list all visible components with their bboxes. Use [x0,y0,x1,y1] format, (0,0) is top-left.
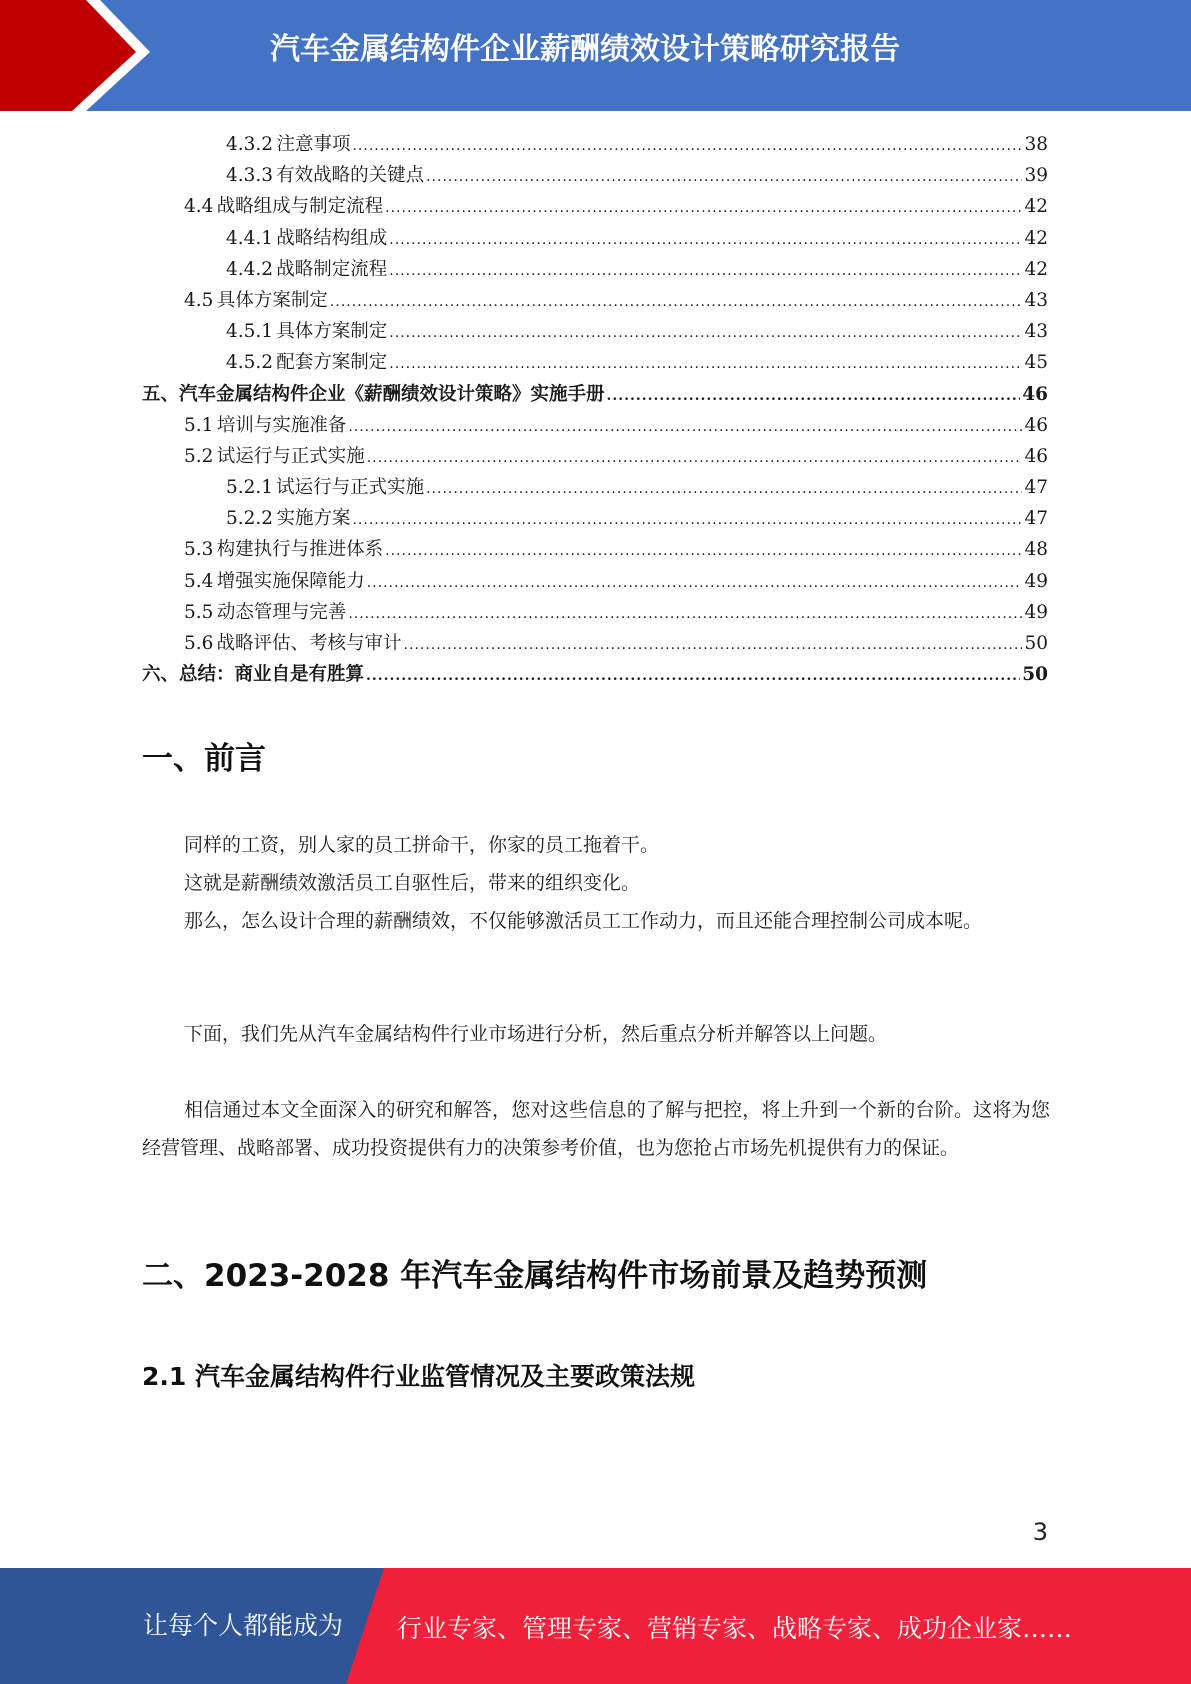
toc-entry[interactable] [142,472,1048,503]
toc-entry[interactable] [142,410,1048,441]
toc-entry[interactable] [142,129,1048,160]
toc-entry-number: 4.5.2 [226,352,274,374]
table-of-contents [142,129,1048,690]
toc-entry-label: 战略组成与制定流程 [216,196,384,218]
toc-entry-page: 38 [1024,134,1048,155]
toc-entry-number: 4.3.2 [226,134,274,155]
toc-dot-leader [389,256,1022,287]
page-number: 3 [1032,1518,1048,1546]
toc-entry-label: 增强实施保障能力 [216,570,365,592]
toc-entry-number: 5.2.1 [226,477,274,499]
toc-entry[interactable] [142,191,1048,222]
toc-dot-leader [389,318,1022,349]
toc-entry-page: 45 [1024,352,1048,374]
toc-dot-leader [366,661,1020,692]
toc-entry[interactable] [142,285,1048,316]
toc-dot-leader [352,505,1022,536]
toc-dot-leader [426,162,1022,193]
toc-entry-number: 六、 [142,664,180,686]
toc-entry[interactable] [142,597,1048,628]
toc-entry[interactable] [142,503,1048,534]
toc-entry-page: 42 [1024,258,1048,280]
toc-entry-label: 总结：商业自是有胜算 [179,664,365,686]
toc-entry-number: 五、 [142,383,180,405]
header-banner [0,0,1191,111]
toc-entry-page: 46 [1024,414,1048,436]
preface-paragraph: 相信通过本文全面深入的研究和解答，您对这些信息的了解与把控，将上升到一个新的台阶。这将为您经营管理、战略部署、成功投资提供有力的决策参考价值，也为您抢占市场先机提供有力的保证。 [142,1099,1050,1159]
toc-entry-label: 构建执行与推进体系 [216,539,384,561]
toc-entry-page: 47 [1024,477,1048,499]
subsection-heading-regulation: 2.1 汽车金属结构件行业监管情况及主要政策法规 [142,1362,695,1391]
toc-entry-label: 试运行与正式实施 [276,477,425,499]
toc-entry-label: 注意事项 [276,134,351,155]
toc-entry-label: 试运行与正式实施 [216,445,365,467]
toc-entry-page: 46 [1024,445,1048,467]
toc-entry-number: 4.4 [184,196,214,218]
toc-dot-leader [385,193,1022,224]
toc-entry[interactable] [142,347,1048,378]
preface-paragraph: 那么，怎么设计合理的薪酬绩效，不仅能够激活员工工作动力，而且还能合理控制公司成本呢。 [184,910,983,932]
toc-entry-page: 49 [1024,570,1048,592]
toc-entry[interactable] [142,566,1048,597]
toc-entry-label: 战略结构组成 [276,227,388,249]
toc-entry[interactable] [142,441,1048,472]
toc-entry-page: 50 [1022,664,1048,686]
section-heading-market-outlook: 二、2023-2028 年汽车金属结构件市场前景及趋势预测 [142,1258,928,1294]
toc-entry-number: 4.5 [184,289,214,311]
preface-paragraph: 同样的工资，别人家的员工拼命干，你家的员工拖着干。 [184,834,660,856]
toc-entry[interactable] [142,659,1048,690]
footer-slogan-right: 行业专家、管理专家、营销专家、战略专家、成功企业家…… [397,1614,1073,1643]
toc-dot-leader [389,225,1022,256]
toc-entry-label: 动态管理与完善 [216,601,347,623]
toc-entry-number: 5.2.2 [226,508,274,530]
toc-entry-page: 49 [1024,601,1048,623]
toc-entry-page: 46 [1022,383,1048,405]
toc-entry[interactable] [142,316,1048,347]
toc-entry-page: 48 [1024,539,1048,561]
section-heading-preface: 一、前言 [142,741,266,777]
footer-slogan-left: 让每个人都能成为 [143,1611,344,1640]
toc-entry-number: 5.5 [184,601,214,623]
toc-entry-number: 5.4 [184,570,214,592]
toc-entry-page: 47 [1024,508,1048,530]
toc-entry-page: 39 [1024,165,1048,187]
toc-dot-leader [367,443,1023,474]
toc-entry[interactable] [142,628,1048,659]
toc-entry-number: 4.4.2 [226,258,274,280]
toc-dot-leader [348,599,1022,630]
toc-dot-leader [404,630,1023,661]
toc-dot-leader [330,287,1023,318]
toc-dot-leader [348,412,1022,443]
toc-entry-label: 培训与实施准备 [216,414,347,436]
report-title: 汽车金属结构件企业薪酬绩效设计策略研究报告 [270,32,900,67]
toc-entry-number: 4.5.1 [226,321,274,343]
toc-entry-number: 5.1 [184,414,214,436]
toc-entry-number: 4.4.1 [226,227,274,249]
toc-entry[interactable] [142,534,1048,565]
preface-paragraph: 下面，我们先从汽车金属结构件行业市场进行分析，然后重点分析并解答以上问题。 [184,1023,888,1045]
toc-entry-page: 42 [1024,196,1048,218]
toc-entry-number: 4.3.3 [226,165,274,187]
toc-dot-leader [389,349,1022,380]
toc-entry-page: 42 [1024,227,1048,249]
toc-dot-leader [426,474,1022,505]
toc-dot-leader [385,536,1022,567]
header-red-arrow-icon [0,0,170,111]
toc-dot-leader [607,381,1021,412]
toc-entry-label: 配套方案制定 [276,352,388,374]
toc-entry-page: 50 [1024,633,1048,654]
toc-entry[interactable] [142,379,1048,410]
toc-entry[interactable] [142,160,1048,191]
toc-entry-number: 5.2 [184,445,214,467]
preface-paragraph: 这就是薪酬绩效激活员工自驱性后，带来的组织变化。 [184,872,641,894]
toc-dot-leader [367,568,1023,599]
toc-entry-page: 43 [1024,321,1048,343]
toc-entry-label: 战略评估、考核与审计 [216,633,402,654]
toc-entry-label: 战略制定流程 [276,258,388,280]
toc-entry-label: 具体方案制定 [276,321,388,343]
toc-entry-number: 5.6 [184,633,214,654]
toc-entry-label: 有效战略的关键点 [276,165,425,187]
toc-entry-label: 具体方案制定 [216,289,328,311]
toc-entry-page: 43 [1024,289,1048,311]
toc-entry[interactable] [142,254,1048,285]
toc-dot-leader [352,131,1022,162]
toc-entry-number: 5.3 [184,539,214,561]
toc-entry-label: 实施方案 [276,508,351,530]
footer-banner [0,1568,1191,1684]
toc-entry-label: 汽车金属结构件企业《薪酬绩效设计策略》实施手册 [179,383,605,405]
toc-entry[interactable] [142,223,1048,254]
